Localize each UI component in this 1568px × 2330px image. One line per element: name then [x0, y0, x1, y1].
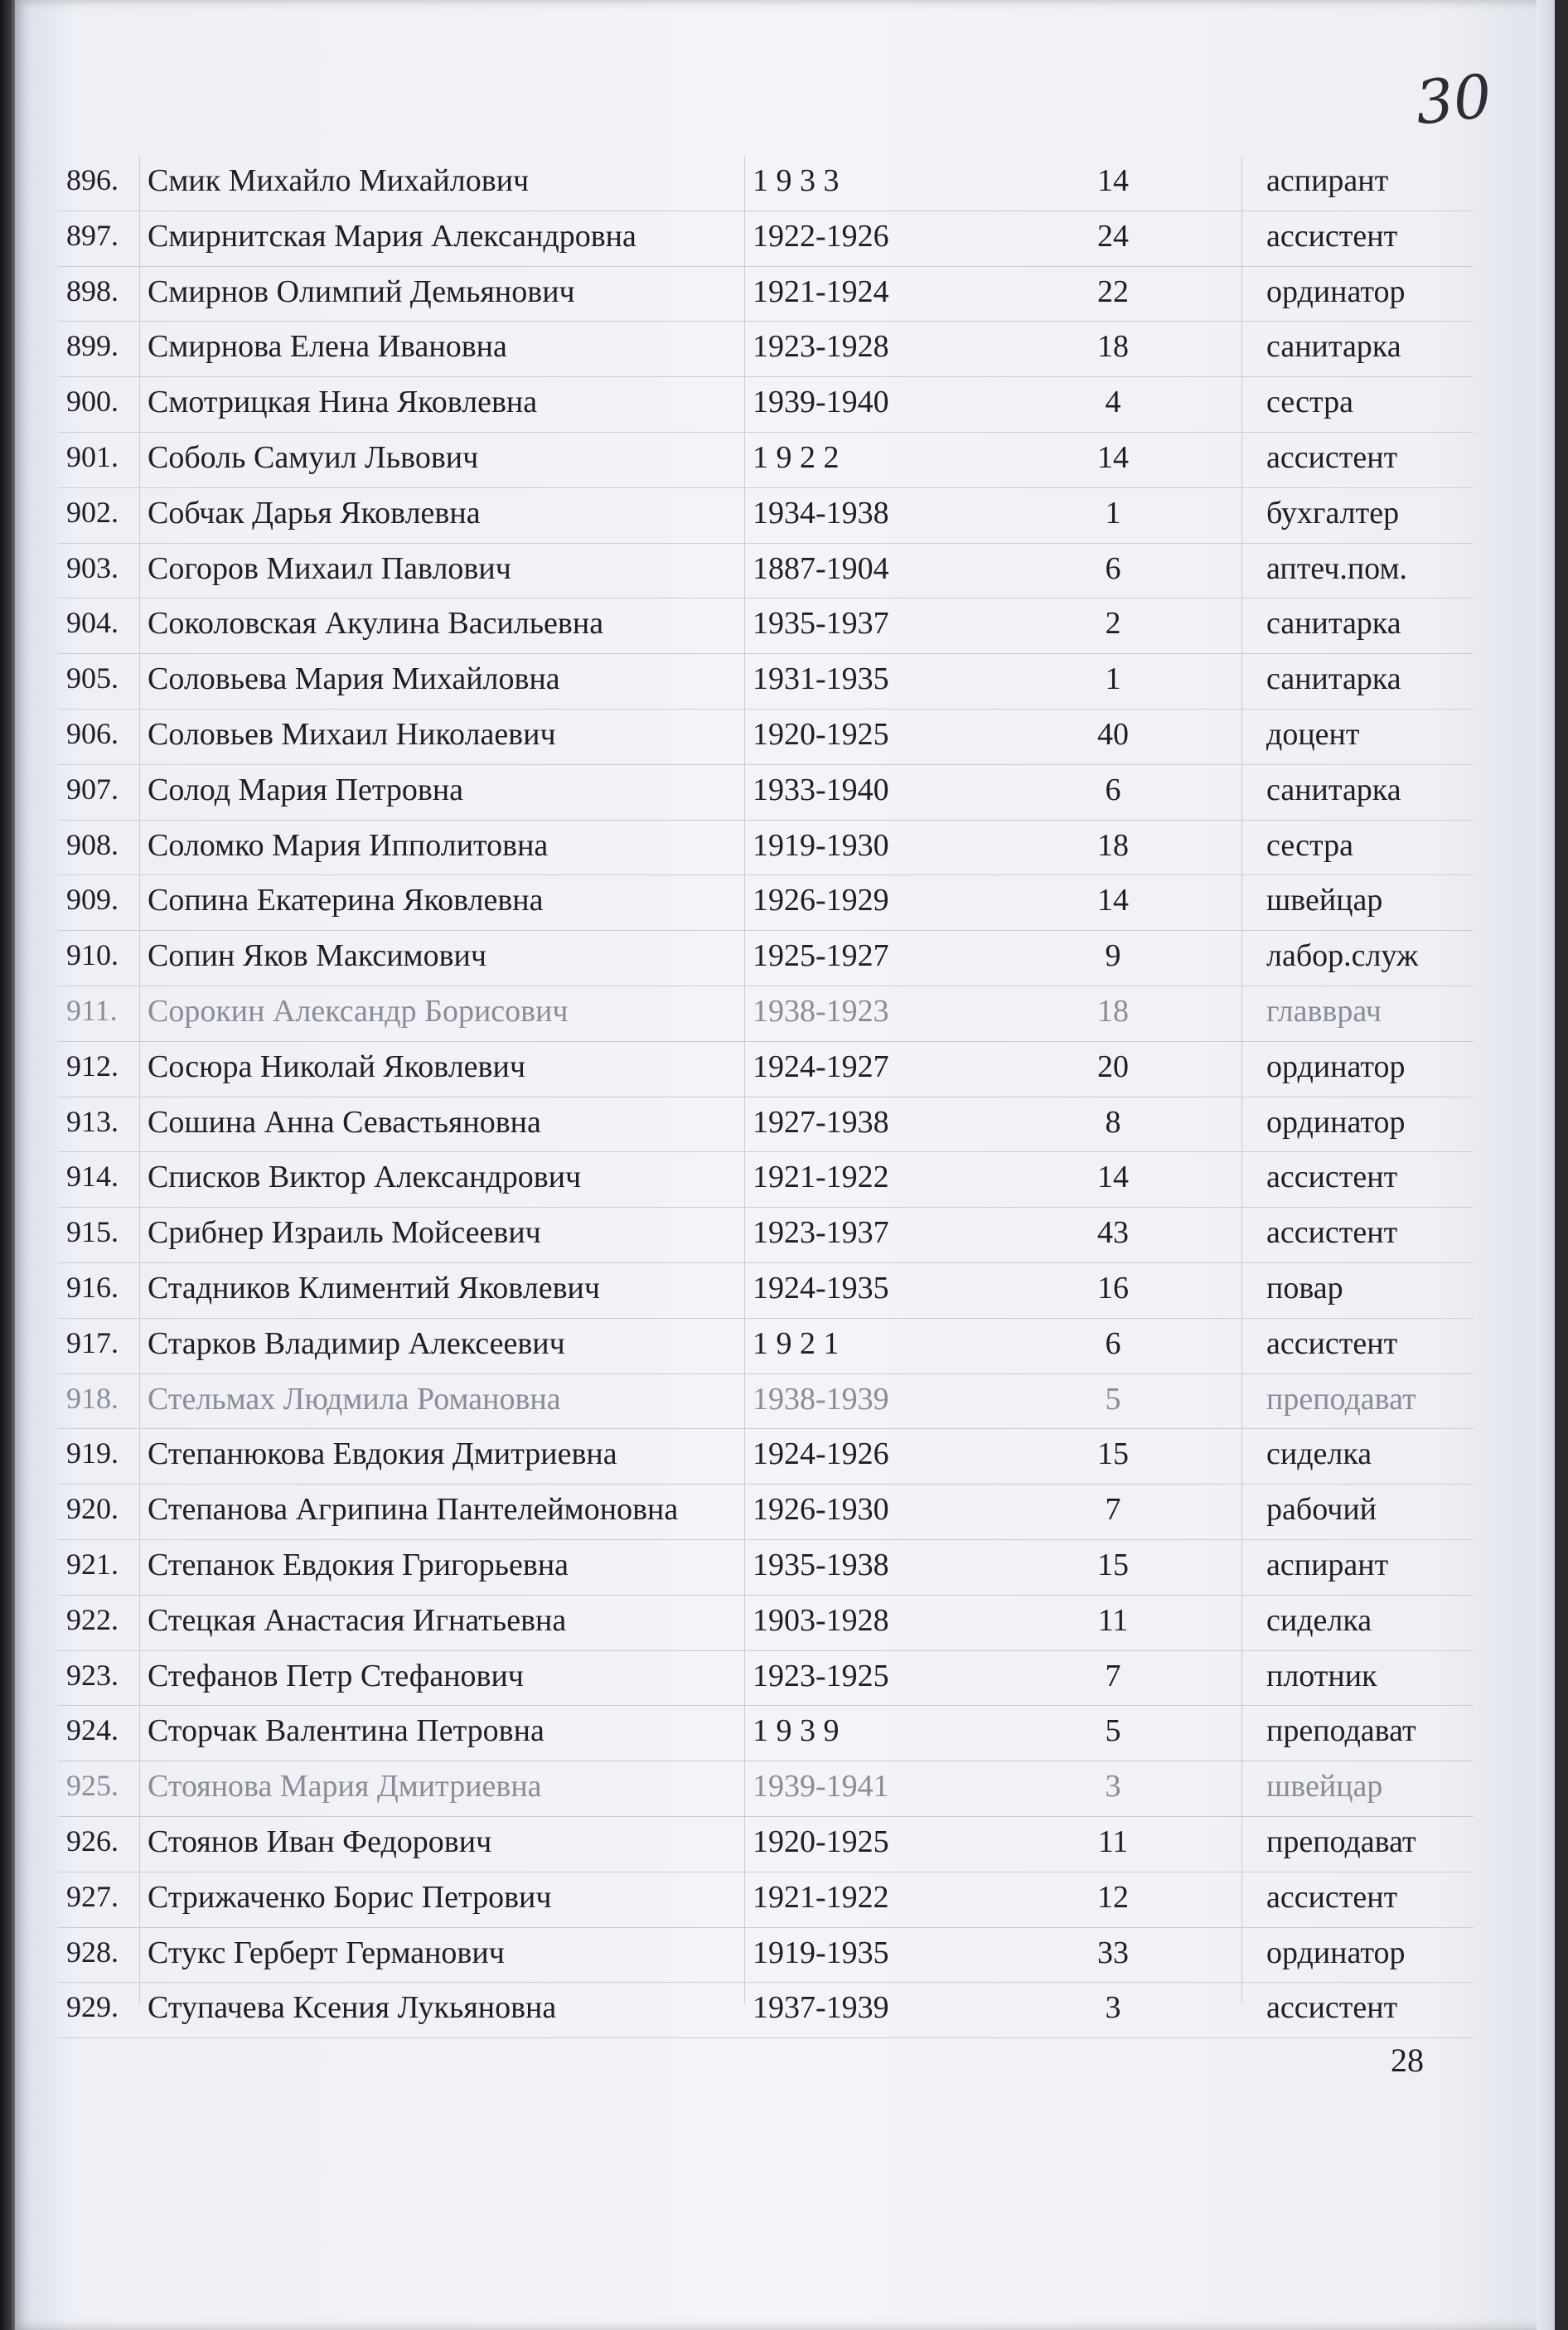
count-value: 14	[1097, 1160, 1129, 1195]
count-value: 9	[1105, 938, 1121, 974]
count-value: 16	[1097, 1270, 1129, 1305]
table-row	[48, 1761, 1474, 1817]
person-name: Стельмах Людмила Романовна	[148, 1381, 561, 1417]
service-years: 1939-1940	[753, 385, 889, 420]
count-value: 43	[1097, 1215, 1129, 1251]
row-number: 918.	[66, 1381, 119, 1415]
service-years: 1924-1926	[753, 1436, 889, 1472]
person-name: Смик Михайло Михайлович	[148, 163, 530, 198]
person-name: Степанок Евдокия Григорьевна	[148, 1547, 569, 1582]
table-row	[48, 1596, 1474, 1651]
count-value: 18	[1097, 827, 1129, 863]
table-row	[48, 765, 1474, 821]
count-value: 1	[1105, 661, 1121, 697]
position: главврач	[1266, 993, 1382, 1029]
row-number: 907.	[66, 772, 119, 806]
person-name: Согоров Михаил Павлович	[148, 550, 511, 586]
person-name: Сорокин Александр Борисович	[148, 993, 569, 1029]
position: преподават	[1266, 1381, 1416, 1417]
row-number: 921.	[66, 1547, 119, 1581]
person-name: Смирнитская Мария Александровна	[148, 218, 636, 254]
person-name: Стецкая Анастасия Игнатьевна	[148, 1602, 567, 1638]
person-name: Стоянов Иван Федорович	[148, 1824, 492, 1859]
service-years: 1935-1937	[753, 606, 889, 642]
person-name: Стадников Климентий Яковлевич	[148, 1270, 600, 1305]
count-value: 11	[1097, 1824, 1129, 1859]
count-value: 24	[1097, 218, 1129, 254]
table-row	[48, 1429, 1474, 1485]
person-name: Смирнов Олимпий Демьянович	[148, 274, 575, 309]
service-years: 1938-1923	[753, 993, 889, 1029]
row-number: 901.	[66, 439, 119, 473]
service-years: 1921-1924	[753, 274, 889, 309]
position: ассистент	[1266, 218, 1398, 254]
row-number: 924.	[66, 1713, 119, 1747]
position: рабочий	[1266, 1492, 1377, 1528]
table-row	[48, 1097, 1474, 1153]
table-row	[48, 1872, 1474, 1928]
service-years: 1938-1939	[753, 1381, 889, 1417]
service-years: 1887-1904	[753, 550, 889, 586]
person-name: Сторчак Валентина Петровна	[148, 1713, 544, 1749]
count-value: 6	[1105, 1325, 1121, 1361]
position: аспирант	[1266, 163, 1389, 198]
person-name: Списков Виктор Александрович	[148, 1160, 582, 1195]
service-years: 1926-1930	[753, 1492, 889, 1528]
count-value: 14	[1097, 163, 1129, 198]
person-name: Сопина Екатерина Яковлевна	[148, 883, 544, 918]
table-row	[48, 1374, 1474, 1430]
service-years: 1931-1935	[753, 661, 889, 697]
service-years: 1934-1938	[753, 495, 889, 530]
position: швейцар	[1266, 1769, 1383, 1804]
person-name: Соломко Мария Ипполитовна	[148, 827, 549, 863]
service-years: 1921-1922	[753, 1879, 889, 1915]
position: сиделка	[1266, 1436, 1372, 1472]
row-number: 903.	[66, 550, 119, 584]
service-years: 1919-1930	[753, 827, 889, 863]
position: санитарка	[1266, 661, 1401, 697]
handwritten-folio-number: 30	[1411, 61, 1495, 138]
table-row	[48, 931, 1474, 986]
service-years: 1921-1922	[753, 1160, 889, 1195]
person-name: Степанюкова Евдокия Дмитриевна	[148, 1436, 617, 1472]
position: ассистент	[1266, 439, 1398, 475]
position: сестра	[1266, 827, 1353, 863]
position: преподават	[1266, 1824, 1416, 1859]
count-value: 1	[1105, 495, 1121, 530]
service-years: 1939-1941	[753, 1769, 889, 1804]
row-number: 914.	[66, 1160, 119, 1194]
table-row	[48, 488, 1474, 544]
count-value: 15	[1097, 1547, 1129, 1582]
count-value: 6	[1105, 772, 1121, 807]
staff-list-table	[48, 156, 1474, 2038]
service-years: 1923-1925	[753, 1658, 889, 1693]
count-value: 3	[1105, 1769, 1121, 1804]
row-number: 929.	[66, 1990, 119, 2024]
person-name: Стукс Герберт Германович	[148, 1935, 505, 1970]
count-value: 7	[1105, 1658, 1121, 1693]
count-value: 5	[1105, 1713, 1121, 1749]
person-name: Стрижаченко Борис Петрович	[148, 1879, 552, 1915]
row-number: 923.	[66, 1658, 119, 1692]
position: плотник	[1266, 1658, 1377, 1693]
position: преподават	[1266, 1713, 1416, 1749]
row-number: 909.	[66, 883, 119, 917]
row-number: 915.	[66, 1215, 119, 1249]
position: доцент	[1266, 716, 1360, 752]
table-row	[48, 1208, 1474, 1263]
row-number: 912.	[66, 1049, 119, 1083]
count-value: 3	[1105, 1990, 1121, 2026]
row-number: 925.	[66, 1769, 119, 1803]
page-number: 28	[1391, 2042, 1424, 2079]
service-years: 1903-1928	[753, 1602, 889, 1638]
count-value: 5	[1105, 1381, 1121, 1417]
count-value: 11	[1097, 1602, 1129, 1638]
table-row	[48, 1817, 1474, 1872]
service-years: 1924-1935	[753, 1270, 889, 1305]
row-number: 900.	[66, 385, 119, 419]
service-years: 1920-1925	[753, 716, 889, 752]
row-number: 928.	[66, 1935, 119, 1969]
table-row	[48, 267, 1474, 322]
person-name: Степанова Агрипина Пантелеймоновна	[148, 1492, 679, 1528]
position: ординатор	[1266, 1104, 1406, 1140]
table-row	[48, 1928, 1474, 1984]
count-value: 15	[1097, 1436, 1129, 1472]
row-number: 922.	[66, 1602, 119, 1636]
position: аптеч.пом.	[1266, 550, 1407, 586]
person-name: Сосюра Николай Яковлевич	[148, 1049, 525, 1084]
service-years: 1923-1937	[753, 1215, 889, 1251]
count-value: 2	[1105, 606, 1121, 642]
row-number: 902.	[66, 495, 119, 529]
count-value: 33	[1097, 1935, 1129, 1970]
position: аспирант	[1266, 1547, 1389, 1582]
service-years: 1 9 3 3	[753, 163, 840, 198]
position: сиделка	[1266, 1602, 1372, 1638]
count-value: 40	[1097, 716, 1129, 752]
service-years: 1 9 2 2	[753, 439, 840, 475]
row-number: 913.	[66, 1104, 119, 1138]
position: ассистент	[1266, 1325, 1398, 1361]
count-value: 6	[1105, 550, 1121, 586]
page-edge	[1537, 0, 1555, 2330]
position: швейцар	[1266, 883, 1383, 918]
person-name: Сопин Яков Максимович	[148, 938, 486, 974]
position: ассистент	[1266, 1990, 1398, 2026]
service-years: 1923-1928	[753, 329, 889, 365]
person-name: Сошина Анна Севастьяновна	[148, 1104, 541, 1140]
table-row	[48, 211, 1474, 267]
row-number: 926.	[66, 1824, 119, 1858]
table-row	[48, 821, 1474, 876]
person-name: Солод Мария Петровна	[148, 772, 464, 807]
table-row	[48, 156, 1474, 211]
person-name: Стоянова Мария Дмитриевна	[148, 1769, 542, 1804]
table-row	[48, 1540, 1474, 1596]
position: ординатор	[1266, 1935, 1406, 1970]
person-name: Стефанов Петр Стефанович	[148, 1658, 524, 1693]
row-number: 897.	[66, 218, 119, 252]
count-value: 14	[1097, 439, 1129, 475]
table-row	[48, 654, 1474, 710]
service-years: 1926-1929	[753, 883, 889, 918]
person-name: Смотрицкая Нина Яковлевна	[148, 385, 538, 420]
count-value: 18	[1097, 993, 1129, 1029]
row-number: 906.	[66, 716, 119, 750]
service-years: 1927-1938	[753, 1104, 889, 1140]
position: ординатор	[1266, 274, 1406, 309]
table-row	[48, 1485, 1474, 1540]
row-number: 927.	[66, 1879, 119, 1913]
count-value: 12	[1097, 1879, 1129, 1915]
service-years: 1920-1925	[753, 1824, 889, 1859]
service-years: 1 9 3 9	[753, 1713, 840, 1749]
row-number: 916.	[66, 1270, 119, 1304]
table-row	[48, 1152, 1474, 1208]
person-name: Соловьева Мария Михайловна	[148, 661, 560, 697]
person-name: Смирнова Елена Ивановна	[148, 329, 507, 365]
position: санитарка	[1266, 772, 1401, 807]
count-value: 14	[1097, 883, 1129, 918]
row-number: 908.	[66, 827, 119, 861]
table-row	[48, 986, 1474, 1042]
table-row	[48, 875, 1474, 931]
person-name: Старков Владимир Алексеевич	[148, 1325, 565, 1361]
row-number: 898.	[66, 274, 119, 308]
table-row	[48, 1706, 1474, 1761]
person-name: Соколовская Акулина Васильевна	[148, 606, 604, 642]
person-name: Соловьев Михаил Николаевич	[148, 716, 556, 752]
position: ассистент	[1266, 1215, 1398, 1251]
service-years: 1937-1939	[753, 1990, 889, 2026]
row-number: 904.	[66, 606, 119, 640]
person-name: Соболь Самуил Львович	[148, 439, 479, 475]
row-number: 899.	[66, 329, 119, 363]
position: сестра	[1266, 385, 1353, 420]
table-row	[48, 377, 1474, 433]
table-row	[48, 1983, 1474, 2038]
table-row	[48, 598, 1474, 654]
position: лабор.служ	[1266, 938, 1419, 974]
person-name: Ступачева Ксения Лукьяновна	[148, 1990, 557, 2026]
person-name: Собчак Дарья Яковлевна	[148, 495, 481, 530]
position: бухгалтер	[1266, 495, 1400, 530]
table-row	[48, 1319, 1474, 1374]
count-value: 18	[1097, 329, 1129, 365]
service-years: 1924-1927	[753, 1049, 889, 1084]
service-years: 1922-1926	[753, 218, 889, 254]
table-row	[48, 433, 1474, 488]
table-row	[48, 322, 1474, 377]
table-row	[48, 544, 1474, 599]
person-name: Срибнер Израиль Мойсеевич	[148, 1215, 541, 1251]
count-value: 7	[1105, 1492, 1121, 1528]
table-row	[48, 1042, 1474, 1097]
count-value: 20	[1097, 1049, 1129, 1084]
book-binding	[0, 0, 15, 2330]
service-years: 1919-1935	[753, 1935, 889, 1970]
row-number: 917.	[66, 1325, 119, 1359]
row-number: 905.	[66, 661, 119, 695]
position: повар	[1266, 1270, 1343, 1305]
table-row	[48, 1263, 1474, 1319]
service-years: 1 9 2 1	[753, 1325, 840, 1361]
table-row	[48, 710, 1474, 765]
position: ассистент	[1266, 1879, 1398, 1915]
document-page	[15, 0, 1555, 2330]
count-value: 4	[1105, 385, 1121, 420]
row-number: 910.	[66, 938, 119, 972]
table-row	[48, 1651, 1474, 1707]
position: ассистент	[1266, 1160, 1398, 1195]
position: ординатор	[1266, 1049, 1406, 1084]
row-number: 920.	[66, 1492, 119, 1526]
row-number: 896.	[66, 163, 119, 196]
position: санитарка	[1266, 329, 1401, 365]
row-number: 911.	[66, 993, 118, 1027]
count-value: 8	[1105, 1104, 1121, 1140]
count-value: 22	[1097, 274, 1129, 309]
position: санитарка	[1266, 606, 1401, 642]
row-number: 919.	[66, 1436, 119, 1470]
service-years: 1933-1940	[753, 772, 889, 807]
service-years: 1925-1927	[753, 938, 889, 974]
service-years: 1935-1938	[753, 1547, 889, 1582]
